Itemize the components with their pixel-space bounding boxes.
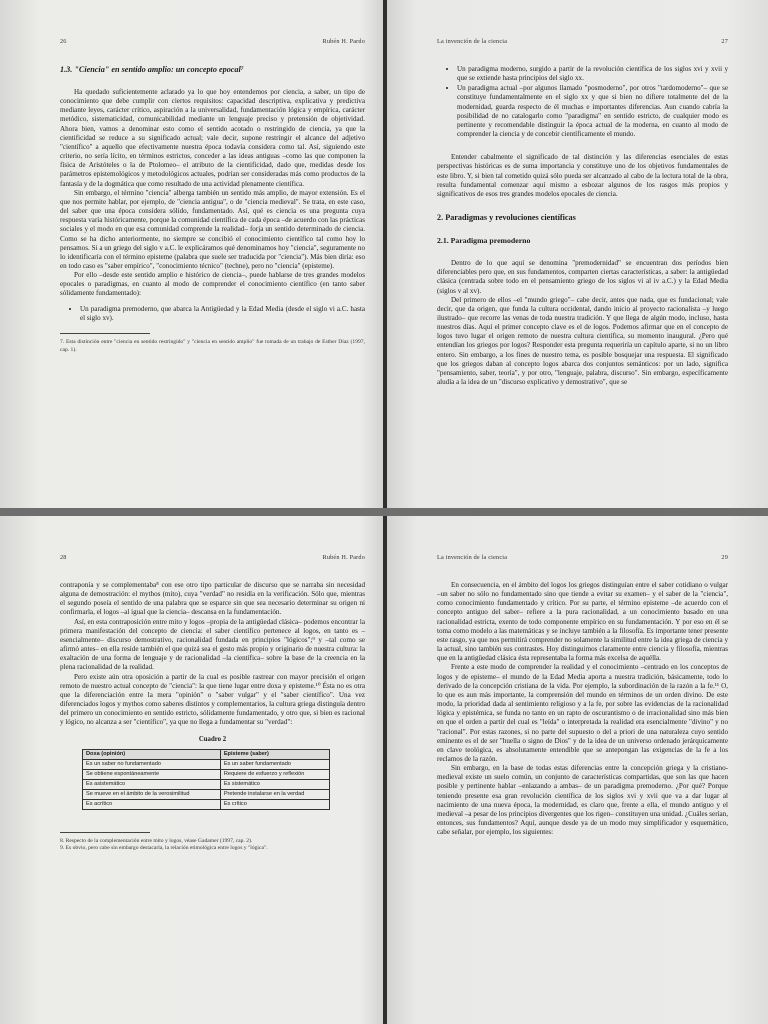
- page-29: [387, 516, 768, 1024]
- running-head-author: Rubén H. Pardo: [322, 554, 365, 561]
- table-cell: Es un saber no fundamentado: [83, 759, 221, 769]
- paragraph: Dentro de lo que aquí se denomina "premodernidad" se encuentran dos períodos bien diferenciables pero que, en sus fundamentos, comparten ciertas características, a saber: la antigüedad clásica (centrada sobre todo en el pensamiento griego de los siglos vi al iv a.C.) y la Edad Media (siglos v al xv).: [437, 259, 728, 295]
- paragraph: Ha quedado suficientemente aclarado ya lo que hoy entendemos por ciencia, a saber, un tipo de conocimiento que debe cumplir con ciertos requisitos: capacidad descriptiva, explicativa y predictiva mediante leyes, carácter crítico, aspiración a la universalidad, fundamentación lógica y empírica, carácter metódico, sistematicidad, comunicabilidad mediante un lenguaje preciso y pretensión de objetividad. Ahora bien, vamos a denominar esto como el sentido acotado o restringido de ciencia, ya que la cientificidad se reduce a su significado actual; vale decir, supone restringir el alcance del adjetivo "científico" a aquello que efectivamente nuestra época todavía considera como tal. Así, siguiendo este criterio, no sería lícito, en términos estrictos, conceder a las ideas antiguas –como las que componen la física de Aristóteles o la de Ptolomeo– el atributo de la cientificidad, dado que, medidas desde los parámetros epistemológicos y metodológicos actuales, podrían ser consideradas más como productos de la fantasía y de la dogmática que como resultado de una actividad plenamente científica.: [60, 88, 365, 188]
- paragraph: Sin embargo, en la base de todas estas diferencias entre la concepción griega y la cristiano-medieval existe un suelo común, un conjunto de características compartidas, que son las que hacen posible y pertinente hablar –enlazando a ambas– de un paradigma premoderno. ¿Por qué? Porque teniendo presente esa gran revolución científica de los siglos xvi y xvii que va a dar lugar al nacimiento de una nueva época, la modernidad, es claro que, frente a ella, el mundo antiguo y el medieval –a pesar de los principios divergentes que los rigen– constituyen una unidad. ¿Cuáles serían, entonces, sus fundamentos? Aquí, aunque desde ya de un modo muy simplificador y esquemático, cabe señalar, por ejemplo, los siguientes:: [437, 764, 728, 837]
- footnote: 8. Respecto de la complementación entre mito y logos, véase Gadamer (1997, cap. 2).: [60, 837, 253, 844]
- page-number: 26: [60, 38, 67, 45]
- table-cell: Es crítico: [220, 799, 329, 809]
- paragraph: contraponía y se complementaba⁸ con ese otro tipo particular de discurso que se narraba sin necesidad alguna de demostración: el mythos (mito), cuya "verdad" no residía en la verificación. Sólo que, mientras el segundo poseía el sentido de una palabra que se esparce sin que sea necesario determinar su origen ni confirmarla, el logos –al igual que la ciencia– descansa en la fundamentación.: [60, 581, 365, 617]
- book-spread-top: [0, 0, 768, 508]
- paragraph: Pero existe aún otra oposición a partir de la cual es posible rastrear con mayor precisión el origen remoto de nuestro actual concepto de "ciencia": la que tiene lugar entre doxa y episteme.¹⁰ Ésta no es otra que la diferenciación entre la mera "opinión" o "saber vulgar" y el "saber científico". Una vez diferenciados logos y mythos como saberes distintos y complementarios, la cultura griega distinguía dentro del primero un conocimiento en sentido estricto, sólidamente fundamentado, y otro que, si bien es racional y lógico, no alcanza a ser "científico", ya que no llega a fundamentar su "verdad":: [60, 672, 365, 727]
- table-row: [83, 779, 330, 789]
- table-header-cell: Episteme (saber): [220, 749, 329, 759]
- table-row: [83, 799, 330, 809]
- page-number: 29: [721, 554, 728, 561]
- page-number: 28: [60, 554, 67, 561]
- table-header-cell: Doxa (opinión): [83, 749, 221, 759]
- footnote: 9. Es obvio, pero cabe sin embargo destacarla, la relación etimológica entre logos y "lógica".: [60, 845, 268, 852]
- bullet-item: • Un paradigma premoderno, que abarca la Antigüedad y la Edad Media (desde el siglo vi a.C. hasta el siglo xv).: [80, 305, 365, 323]
- paragraph: Frente a este modo de comprender la realidad y el conocimiento –centrado en los conceptos de logos y de episteme– el mundo de la Edad Media aporta a nuestra tradición, básicamente, todo lo derivado de la concepción cristiana de la vida. Por ejemplo, la subordinación de la razón a la fe.¹¹ O, lo que es aun más importante, la comprensión del mundo en términos de un orden divino. De este modo, la prioridad dada al sentimiento religioso y a la fe, por sobre las evidencias de la racionalidad lógica y epistémica, se funda no tanto en un rapto de oscurantismo o de irracionalidad sino más bien en que el orden a partir del cual es "leída" o interpretada la realidad era esencialmente "divino" y no "racional". Por estas razones, si no parte del supuesto o del a priori de una naturaleza cuyo sentido eminente es el de ser "huella o signo de Dios" y de la idea de un universo ordenado jerárquicamente en clave teológica, es absolutamente entendible que se antepongan las exigencias de la fe a los reclamos de la razón.: [437, 663, 728, 763]
- page-26: [0, 0, 383, 508]
- table-cell: Se mueve en el ámbito de la verosimilitud: [83, 789, 221, 799]
- paragraph: Entender cabalmente el significado de tal distinción y las diferencias esenciales de estas perspectivas históricas es de suma importancia y constituye uno de los objetivos fundamentales de este libro. Y, si bien tal cometido quizá sólo pueda ser alcanzado al cabo de la lectura total de la obra, resulta fundamental comenzar aquí mismo a esbozar algunos de los rasgos más propios y significativos de esos tres grandes modelos epocales de ciencia.: [437, 153, 728, 198]
- bullet-list: [437, 65, 728, 139]
- footnote-rule: [60, 832, 150, 833]
- running-head: [437, 38, 728, 45]
- table-cell: Es un saber fundamentado: [220, 759, 329, 769]
- page-28: [0, 516, 383, 1024]
- bullet-item: • Un paradigma actual –por algunos llamado "posmoderno", por otros "tardomoderno"– que se constituye fundamentalmente en el siglo xx y que si bien no difiere totalmente del de la modernidad, guarda respecto de él muchas e importantes diferencias. Aun cuando cabría la posibilidad de no catalogarlo como "paradigma" en sentido estricto, de cualquier modo es pertinente y recomendable distinguir la época actual de la moderna, en cuanto al modo de comprender la ciencia y de concebir científicamente el mundo.: [457, 84, 728, 139]
- running-head-author: Rubén H. Pardo: [322, 38, 365, 45]
- page-number: 27: [721, 38, 728, 45]
- comparison-table: [82, 749, 330, 810]
- page-27: [387, 0, 768, 508]
- table-cell: Es asistemático: [83, 779, 221, 789]
- table-row: [83, 789, 330, 799]
- footnote: 7. Esta distinción entre "ciencia en sentido restringido" y "ciencia en sentido amplio" fue tomada de un trabajo de Esther Díaz (1997, cap. 1).: [60, 338, 365, 353]
- paragraph: Del primero de ellos –el "mundo griego"– cabe decir, antes que nada, que es fundacional; vale decir, que da origen, que funda la cultura occidental, dando inicio al proyecto racionalista –y luego ilustrado– que recorre las venas de toda nuestra tradición. Y que llega de algún modo, incluso, hasta nuestros días. Aquí el primer concepto clave es el de logos. Podemos afirmar que en el concepto de logos tuvo lugar el origen remoto de nuestra cultura científica, su momento inaugural. ¿Pero qué entendían los griegos por logos? Responder esta pregunta requeriría un capítulo aparte, si no un libro entero. Sin embargo, a los fines de nuestro tema, es posible bosquejar una respuesta. El significado que los griegos daban al concepto logos abarca dos conjuntos semánticos: por un lado, significa "pensamiento, saber, teoría", y por otro, "lenguaje, palabra, discurso". Sin embargo, específicamente aludía a la idea de un "discurso explicativo y demostrativo", que se: [437, 295, 728, 387]
- table-cell: Requiere de esfuerzo y reflexión: [220, 769, 329, 779]
- book-spread-bottom: [0, 516, 768, 1024]
- section-heading: 1.3. "Ciencia" en sentido amplio: un concepto epocal⁷: [60, 65, 244, 74]
- table-cell: Es sistemático: [220, 779, 329, 789]
- section-heading: 2. Paradigmas y revoluciones científicas: [437, 213, 576, 223]
- table-cell: Es acrítico: [83, 799, 221, 809]
- running-head: [60, 554, 365, 561]
- table-cell: Se obtiene espontáneamente: [83, 769, 221, 779]
- table-row: [83, 769, 330, 779]
- paragraph: Así, en esta contraposición entre mito y logos –propia de la antigüedad clásica– podemos encontrar la primera manifestación del concepto de ciencia: el saber científico pertenece al logos, en tanto es –esencialmente– discurso demostrativo, racionalidad fundada en principios "lógicos";⁹ y –tal como se afirmó antes– en ella reside también el que quizá sea el gesto más propio y originario de nuestra cultura: la exaltación de una forma de lenguaje y de racionalidad –la científica– sobre la base de la creencia en la plena racionalidad de la realidad.: [60, 617, 365, 672]
- bullet-list: [60, 305, 365, 323]
- footnote-rule: [60, 333, 150, 334]
- running-head-title: La invención de la ciencia: [437, 38, 508, 45]
- table-row: [83, 759, 330, 769]
- table-cell: Pretende instalarse en la verdad: [220, 789, 329, 799]
- bullet-item: • Un paradigma moderno, surgido a partir de la revolución científica de los siglos xvi y xvii y que se extiende hasta principios del siglo xx.: [457, 65, 728, 83]
- paragraph: En consecuencia, en el ámbito del logos los griegos distinguían entre el saber cotidiano o vulgar –un saber no sólo no fundamentado sino que tiende a evitar su examen– y el saber de la "ciencia", como conocimiento fundamentado y crítico. Por su parte, el término episteme –de acuerdo con el concepto antiguo del saber– refiere a la pura racionalidad, a un conocimiento basado en una racionalidad estricta, exento de todo componente empírico en su fundamentación. Y por eso en él se toma como modelo a las matemáticas y se incluye también a la filosofía. Es importante tener presente este rasgo, ya que nos permitirá comprender no solamente la similitud entre la idea griega de ciencia y la actual, sino también sus contrastes. Hoy distinguimos claramente entre ciencia y filosofía, mientras que en la antigüedad clásica ésta representaba la forma más excelsa de aquélla.: [437, 581, 728, 663]
- paragraph: Por ello –desde este sentido amplio e histórico de ciencia–, puede hablarse de tres grandes modelos epocales o paradigmas, en cuanto al modo de comprender el conocimiento científico (en tanto saber sólidamente fundamentado):: [60, 271, 365, 298]
- running-head-title: La invención de la ciencia: [437, 554, 508, 561]
- running-head: [60, 38, 365, 45]
- table-title: Cuadro 2: [198, 735, 227, 743]
- paragraph: Sin embargo, el término "ciencia" alberga también un sentido más amplio, de mayor extensión. Es el que nos permite hablar, por ejemplo, de "ciencia antigua", o de "ciencia medieval". Se trata, en este caso, del saber que una época considera sólido, fundamentado. Así, qué es ciencia es una pregunta cuya respuesta varía históricamente, porque la comunidad científica de cada época –de acuerdo con las prácticas sociales y el modo en que esa comunidad comprende la realidad– forja un sentido determinado de ciencia. Como se ha dicho anteriormente, no siempre se concibió el conocimiento científico tal como hoy lo pensamos. Si a un griego del siglo v a.C. le explicáramos qué denominamos hoy "ciencia", seguramente no lo identificaría con el término episteme (palabra que suele ser traducida por "ciencia"). Más bien diría: eso en todo caso es "saber empírico", "conocimiento técnico" (techne), pero no "ciencia" (episteme).: [60, 188, 365, 270]
- table-header-row: [83, 749, 330, 759]
- running-head: [437, 554, 728, 561]
- subsection-heading: 2.1. Paradigma premoderno: [437, 236, 531, 246]
